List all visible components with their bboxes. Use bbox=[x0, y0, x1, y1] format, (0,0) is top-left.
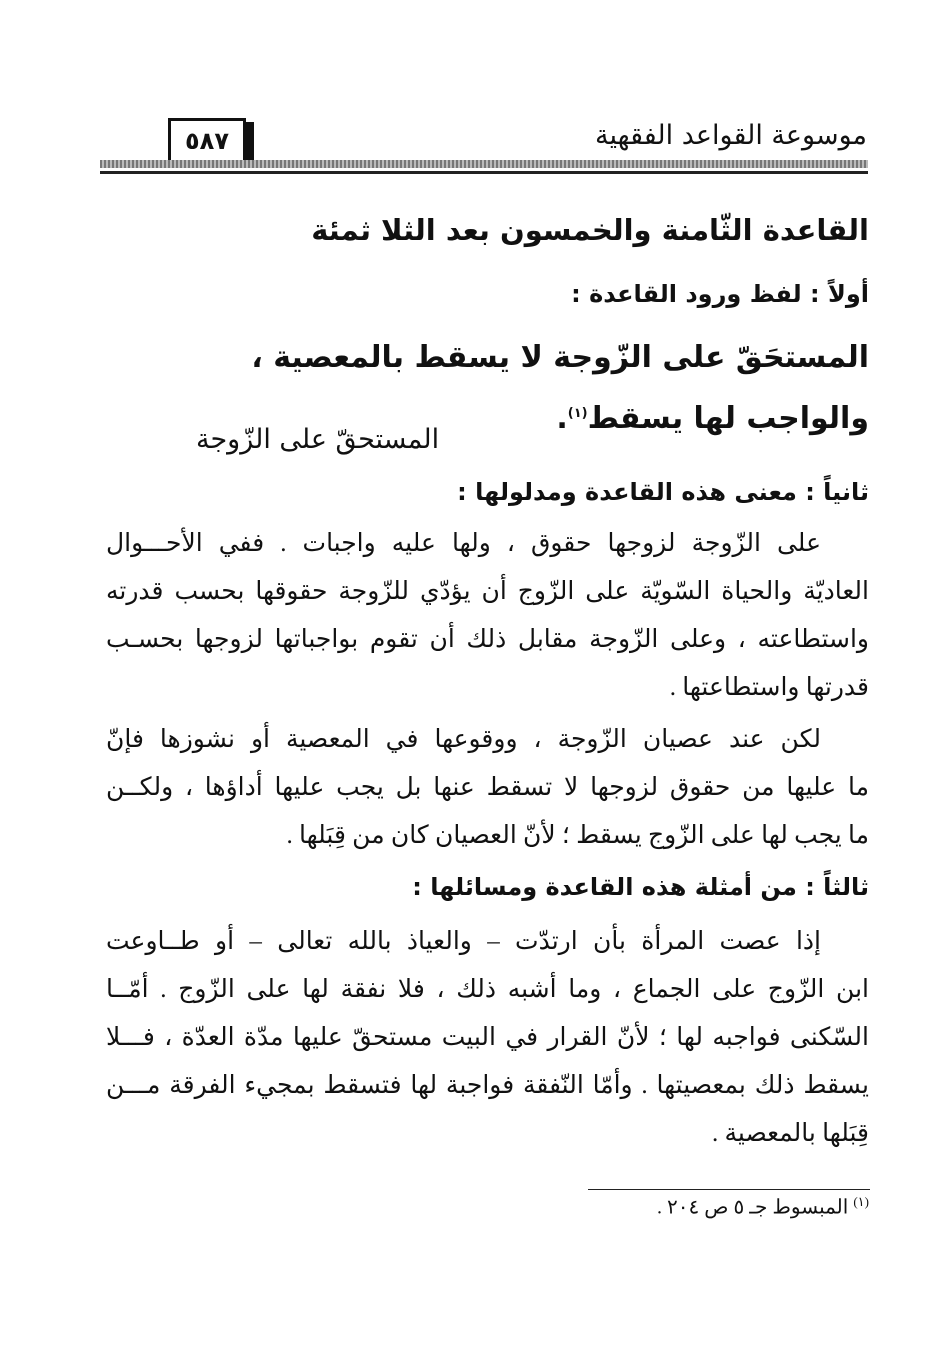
header-rule-thin bbox=[100, 171, 868, 174]
paragraph-line: قدرتها واستطاعتها . bbox=[669, 674, 869, 701]
footnote-text: المبسوط جـ ٥ ص ٢٠٤ . bbox=[657, 1196, 849, 1219]
paragraph-line: يسقط ذلك بمعصيتها . وأمّا النّفقة فواجبة لها فتسقط بمجيء الفرقة مـــن bbox=[106, 1072, 869, 1099]
paragraph-line: على الزّوجة لزوجها حقوق ، ولها عليه واجبات . ففي الأحـــوال bbox=[106, 530, 821, 557]
paragraph-line: ما يجب لها على الزّوج يسقط ؛ لأنّ العصيان كان من قِبَلها . bbox=[286, 822, 869, 849]
header-rule bbox=[100, 160, 868, 168]
section-heading-3: ثالثاً : من أمثلة هذه القاعدة ومسائلها : bbox=[412, 873, 869, 901]
paragraph-line: ابن الزّوج على الجماع ، وما أشبه ذلك ، فلا نفقة لها على الزّوج . أمّــا bbox=[106, 976, 869, 1003]
section-heading-2: ثانياً : معنى هذه القاعدة ومدلولها : bbox=[457, 478, 869, 506]
section-heading-1: أولاً : لفظ ورود القاعدة : bbox=[571, 280, 869, 308]
paragraph-line: إذا عصت المرأة بأن ارتدّت – والعياذ بالله تعالى – أو طــاوعت bbox=[106, 928, 821, 955]
paragraph-meaning-2 bbox=[106, 716, 869, 860]
paragraph-line: واستطاعته ، وعلى الزّوجة مقابل ذلك أن تقوم بواجباتها لزوجها بحسـب bbox=[106, 626, 869, 653]
rule-statement-line-1: المستحَقّ على الزّوجة لا يسقط بالمعصية ، bbox=[251, 340, 869, 375]
book-title: موسوعة القواعد الفقهية bbox=[595, 120, 867, 151]
page-number: ٥٨٧ bbox=[168, 118, 246, 164]
paragraph-examples bbox=[106, 918, 869, 1158]
paragraph-meaning-1 bbox=[106, 520, 869, 712]
footnote-ref[interactable]: (١) bbox=[567, 406, 588, 421]
footnote-marker: (١) bbox=[853, 1194, 869, 1209]
footnote bbox=[657, 1194, 869, 1220]
paragraph-line: السّكنى فواجبه لها ؛ لأنّ القرار في البيت مستحقّ عليها مدّة العدّة ، فـــلا bbox=[106, 1024, 869, 1051]
rule-subtitle: المستحقّ على الزّوجة bbox=[196, 424, 440, 455]
paragraph-line: العاديّة والحياة السّويّة على الزّوج أن يؤدّي للزّوجة حقوقها بحسب قدرته bbox=[106, 578, 869, 605]
rule-statement-end: . bbox=[556, 401, 568, 436]
paragraph-line: لكن عند عصيان الزّوجة ، ووقوعها في المعصية أو نشوزها فإنّ bbox=[106, 726, 821, 753]
paragraph-line: قِبَلها بالمعصية . bbox=[712, 1120, 869, 1147]
paragraph-line: ما عليها من حقوق لزوجها لا تسقط عنها بل يجب عليها أداؤها ، ولكــن bbox=[106, 774, 869, 801]
rule-statement-line-2-text: والواجب لها يسقط bbox=[587, 401, 869, 436]
rule-title: القاعدة الثّامنة والخمسون بعد الثلا ثمئة bbox=[311, 213, 869, 247]
footnote-divider bbox=[588, 1189, 870, 1190]
